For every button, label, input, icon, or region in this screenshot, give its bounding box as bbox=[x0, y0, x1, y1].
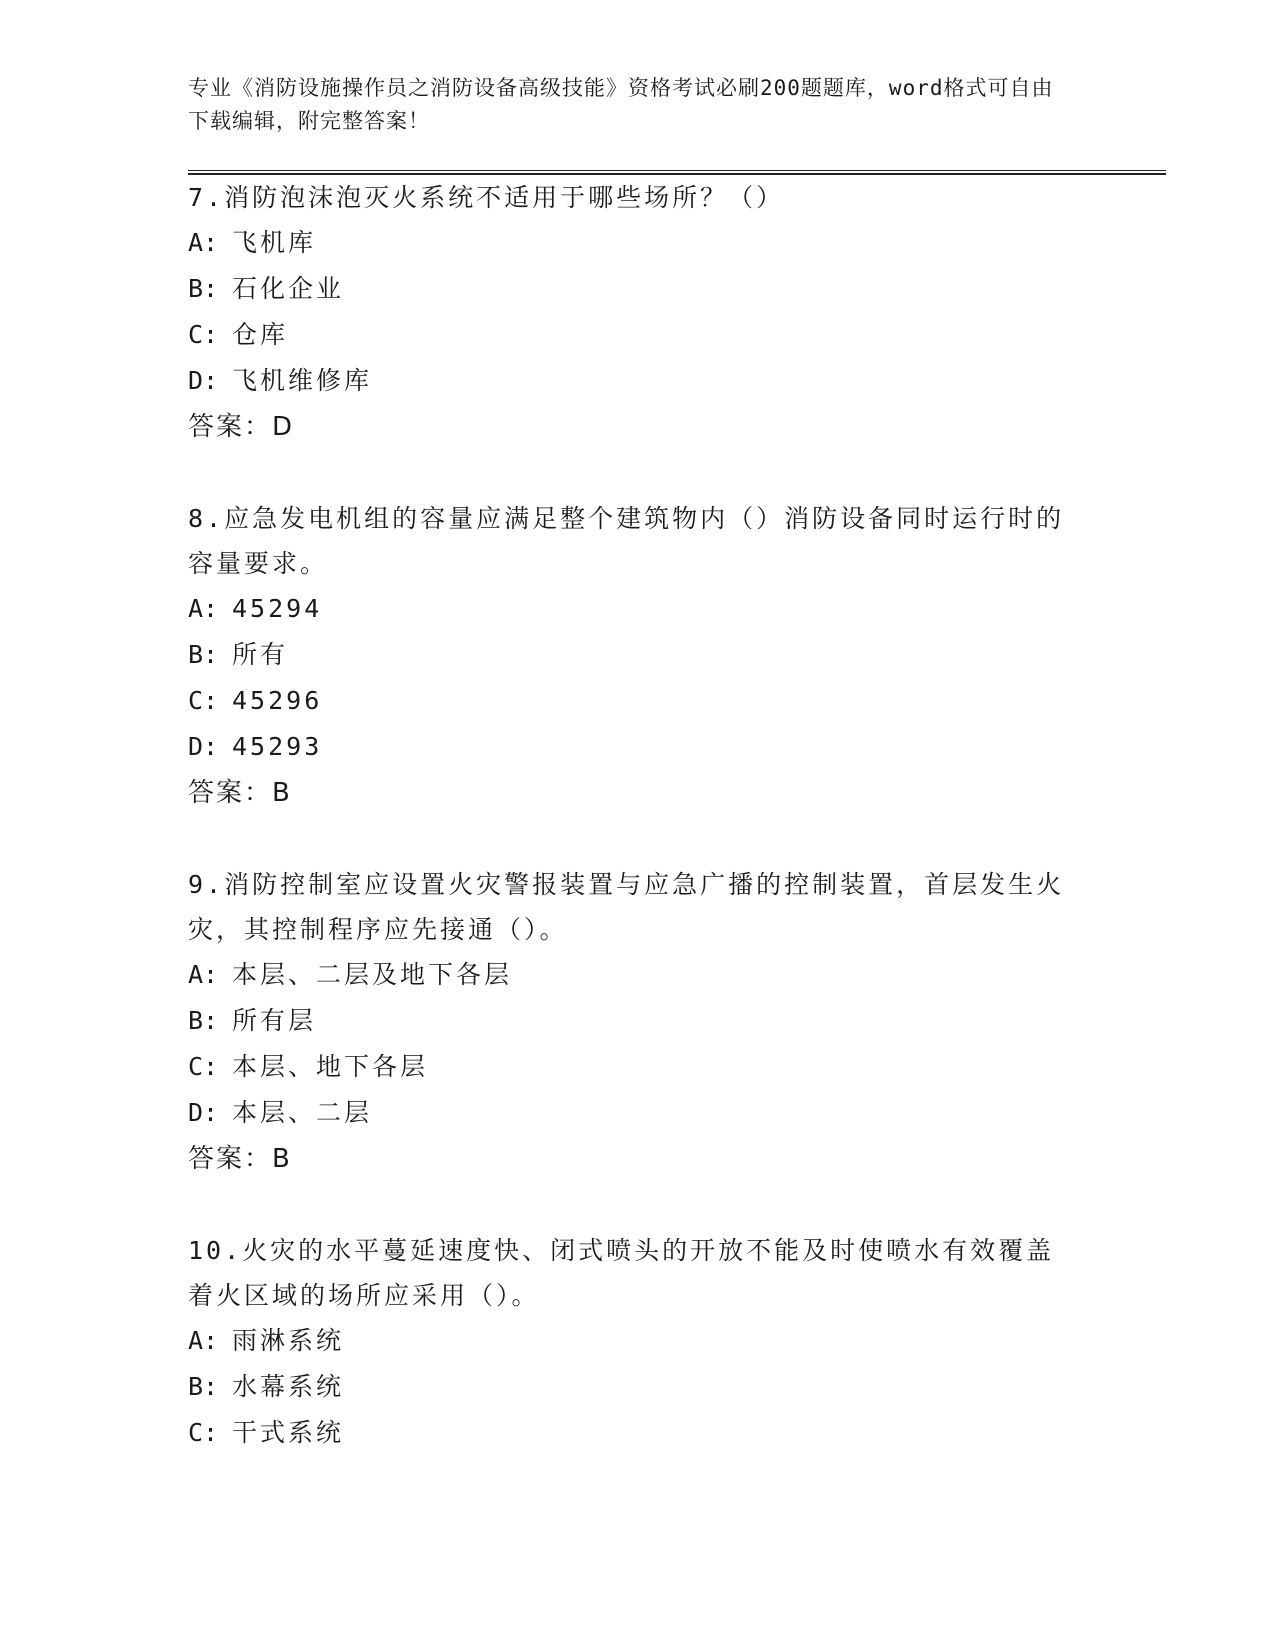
option-d: D: 45293 bbox=[188, 732, 323, 761]
document-page bbox=[188, 72, 1168, 1456]
option-c: C: 本层、地下各层 bbox=[188, 1052, 429, 1081]
option-a: A: 45294 bbox=[188, 594, 323, 623]
option-d: D: 本层、二层 bbox=[188, 1098, 373, 1127]
option-a: A: 本层、二层及地下各层 bbox=[188, 960, 513, 989]
option-c: C: 45296 bbox=[188, 686, 323, 715]
question-title: 7.消防泡沫泡灭火系统不适用于哪些场所？（） bbox=[188, 183, 785, 212]
option-c: C: 仓库 bbox=[188, 320, 289, 349]
question-title: 10.火灾的水平蔓延速度快、闭式喷头的开放不能及时使喷水有效覆盖着火区域的场所应采用（）。 bbox=[188, 1236, 1055, 1310]
option-d: D: 飞机维修库 bbox=[188, 366, 373, 395]
question-9 bbox=[188, 862, 1168, 1182]
question-title: 9.消防控制室应设置火灾警报装置与应急广播的控制装置，首层发生火灾，其控制程序应先接通（）。 bbox=[188, 870, 1065, 944]
option-c: C: 干式系统 bbox=[188, 1418, 345, 1447]
answer: 答案：D bbox=[188, 412, 295, 442]
option-a: A: 飞机库 bbox=[188, 228, 317, 257]
question-8 bbox=[188, 496, 1168, 816]
answer: 答案：B bbox=[188, 1144, 292, 1174]
option-b: B: 水幕系统 bbox=[188, 1372, 345, 1401]
option-a: A: 雨淋系统 bbox=[188, 1326, 345, 1355]
question-10 bbox=[188, 1228, 1168, 1456]
option-b: B: 石化企业 bbox=[188, 274, 345, 303]
option-b: B: 所有 bbox=[188, 640, 289, 669]
answer: 答案：B bbox=[188, 778, 292, 808]
document-header: 专业《消防设施操作员之消防设备高级技能》资格考试必刷200题题库，word格式可自由下载编辑，附完整答案！ bbox=[188, 76, 1054, 133]
question-7 bbox=[188, 175, 1168, 450]
option-b: B: 所有层 bbox=[188, 1006, 317, 1035]
question-title: 8.应急发电机组的容量应满足整个建筑物内（）消防设备同时运行时的容量要求。 bbox=[188, 504, 1065, 578]
